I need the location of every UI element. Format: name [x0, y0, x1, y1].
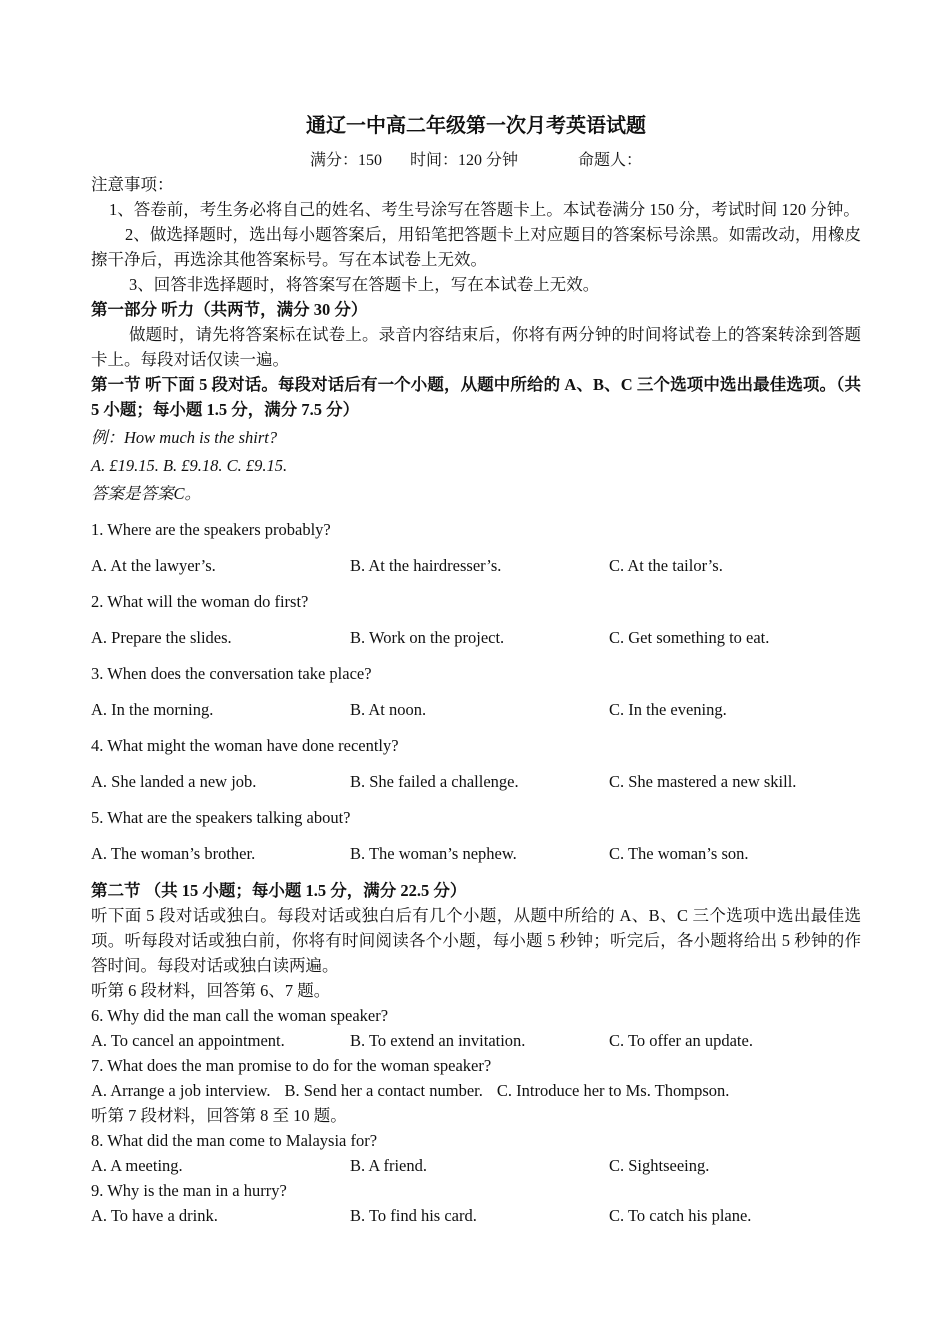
section1-heading: 第一节 听下面 5 段对话。每段对话后有一个小题，从题中所给的 A、B、C 三个选项中选出最佳选项。（共 5 小题；每小题 1.5 分，满分 7.5 分） — [91, 375, 861, 419]
question-7-options — [91, 1078, 861, 1103]
section2-heading: 第二节 （共 15 小题；每小题 1.5 分，满分 22.5 分） — [91, 881, 467, 900]
question-2: 2. What will the woman do first? — [91, 592, 309, 611]
option-b: B. At noon. — [350, 700, 427, 719]
exam-title: 通辽一中高二年级第一次月考英语试题 — [306, 115, 646, 137]
exam-author: 命题人： — [578, 152, 643, 169]
question-8: 8. What did the man come to Malaysia for? — [91, 1131, 378, 1150]
question-6-options — [91, 1028, 861, 1053]
option-c: C. Sightseeing. — [609, 1156, 710, 1175]
notice-item-1: 1、答卷前，考生务必将自己的姓名、考生号涂写在答题卡上。本试卷满分 150 分，考试时间 120 分钟。 — [109, 200, 860, 219]
option-b: B. Work on the project. — [350, 628, 505, 647]
example-question: 例：How much is the shirt? — [91, 428, 278, 447]
option-b: B. A friend. — [350, 1156, 427, 1175]
example-answer: 答案是答案C。 — [91, 484, 202, 503]
question-5: 5. What are the speakers talking about? — [91, 808, 351, 827]
part1-heading: 第一部分 听力（共两节，满分 30 分） — [91, 300, 368, 319]
question-6: 6. Why did the man call the woman speaker? — [91, 1006, 389, 1025]
question-3-options — [91, 697, 861, 722]
option-b: B. To find his card. — [350, 1206, 477, 1225]
option-a: A. A meeting. — [91, 1156, 183, 1175]
option-a: A. In the morning. — [91, 700, 214, 719]
question-8-options — [91, 1153, 861, 1178]
option-a: A. Arrange a job interview. — [91, 1081, 271, 1100]
question-1: 1. Where are the speakers probably? — [91, 520, 331, 539]
exam-time: 时间：120 分钟 — [409, 152, 518, 169]
material-6-note: 听第 6 段材料，回答第 6、7 题。 — [91, 981, 331, 1000]
option-c: C. Introduce her to Ms. Thompson. — [496, 1081, 730, 1100]
question-9: 9. Why is the man in a hurry? — [91, 1181, 287, 1200]
full-score: 满分：150 — [309, 152, 382, 169]
part1-instruction: 做题时，请先将答案标在试卷上。录音内容结束后，你将有两分钟的时间将试卷上的答案转涂到答题卡上。每段对话仅读一遍。 — [91, 325, 861, 369]
option-c: C. She mastered a new skill. — [609, 772, 797, 791]
question-4: 4. What might the woman have done recently? — [91, 736, 399, 755]
option-b: B. The woman’s nephew. — [350, 844, 517, 863]
option-a: A. At the lawyer’s. — [91, 556, 216, 575]
question-3: 3. When does the conversation take place? — [91, 664, 372, 683]
question-2-options — [91, 625, 861, 650]
option-c: C. To offer an update. — [609, 1031, 753, 1050]
option-a: A. To have a drink. — [91, 1206, 218, 1225]
option-b: B. She failed a challenge. — [350, 772, 519, 791]
option-a: A. The woman’s brother. — [91, 844, 256, 863]
section2-instruction: 听下面 5 段对话或独白。每段对话或独白后有几个小题，从题中所给的 A、B、C 三个选项中选出最佳选项。听每段对话或独白前，你将有时间阅读各个小题，每小题 5 秒钟；听完后，各小题将给出 5 秒钟的作答时间。每段对话或独白读两遍。 — [91, 906, 861, 975]
notice-item-3: 3、回答非选择题时，将答案写在答题卡上，写在本试卷上无效。 — [129, 275, 600, 294]
option-a: A. To cancel an appointment. — [91, 1031, 285, 1050]
option-a: A. Prepare the slides. — [91, 628, 232, 647]
option-c: C. The woman’s son. — [609, 844, 749, 863]
question-4-options — [91, 769, 861, 794]
material-7-note: 听第 7 段材料，回答第 8 至 10 题。 — [91, 1106, 347, 1125]
option-c: C. To catch his plane. — [609, 1206, 752, 1225]
exam-meta — [91, 150, 861, 172]
example-options: A. £19.15. B. £9.18. C. £9.15. — [91, 456, 288, 475]
option-c: C. At the tailor’s. — [609, 556, 723, 575]
exam-page — [91, 112, 861, 1228]
question-1-options — [91, 553, 861, 578]
question-9-options — [91, 1203, 861, 1228]
option-b: B. Send her a contact number. — [284, 1081, 483, 1100]
question-5-options — [91, 841, 861, 866]
notice-item-2: 2、做选择题时，选出每小题答案后，用铅笔把答题卡上对应题目的答案标号涂黑。如需改动，用橡皮擦干净后，再选涂其他答案标号。写在本试卷上无效。 — [91, 225, 861, 269]
option-c: C. Get something to eat. — [609, 628, 770, 647]
question-7: 7. What does the man promise to do for the woman speaker? — [91, 1056, 492, 1075]
option-b: B. To extend an invitation. — [350, 1031, 526, 1050]
option-a: A. She landed a new job. — [91, 772, 257, 791]
notice-heading: 注意事项： — [91, 175, 174, 194]
option-c: C. In the evening. — [609, 700, 727, 719]
option-b: B. At the hairdresser’s. — [350, 556, 502, 575]
